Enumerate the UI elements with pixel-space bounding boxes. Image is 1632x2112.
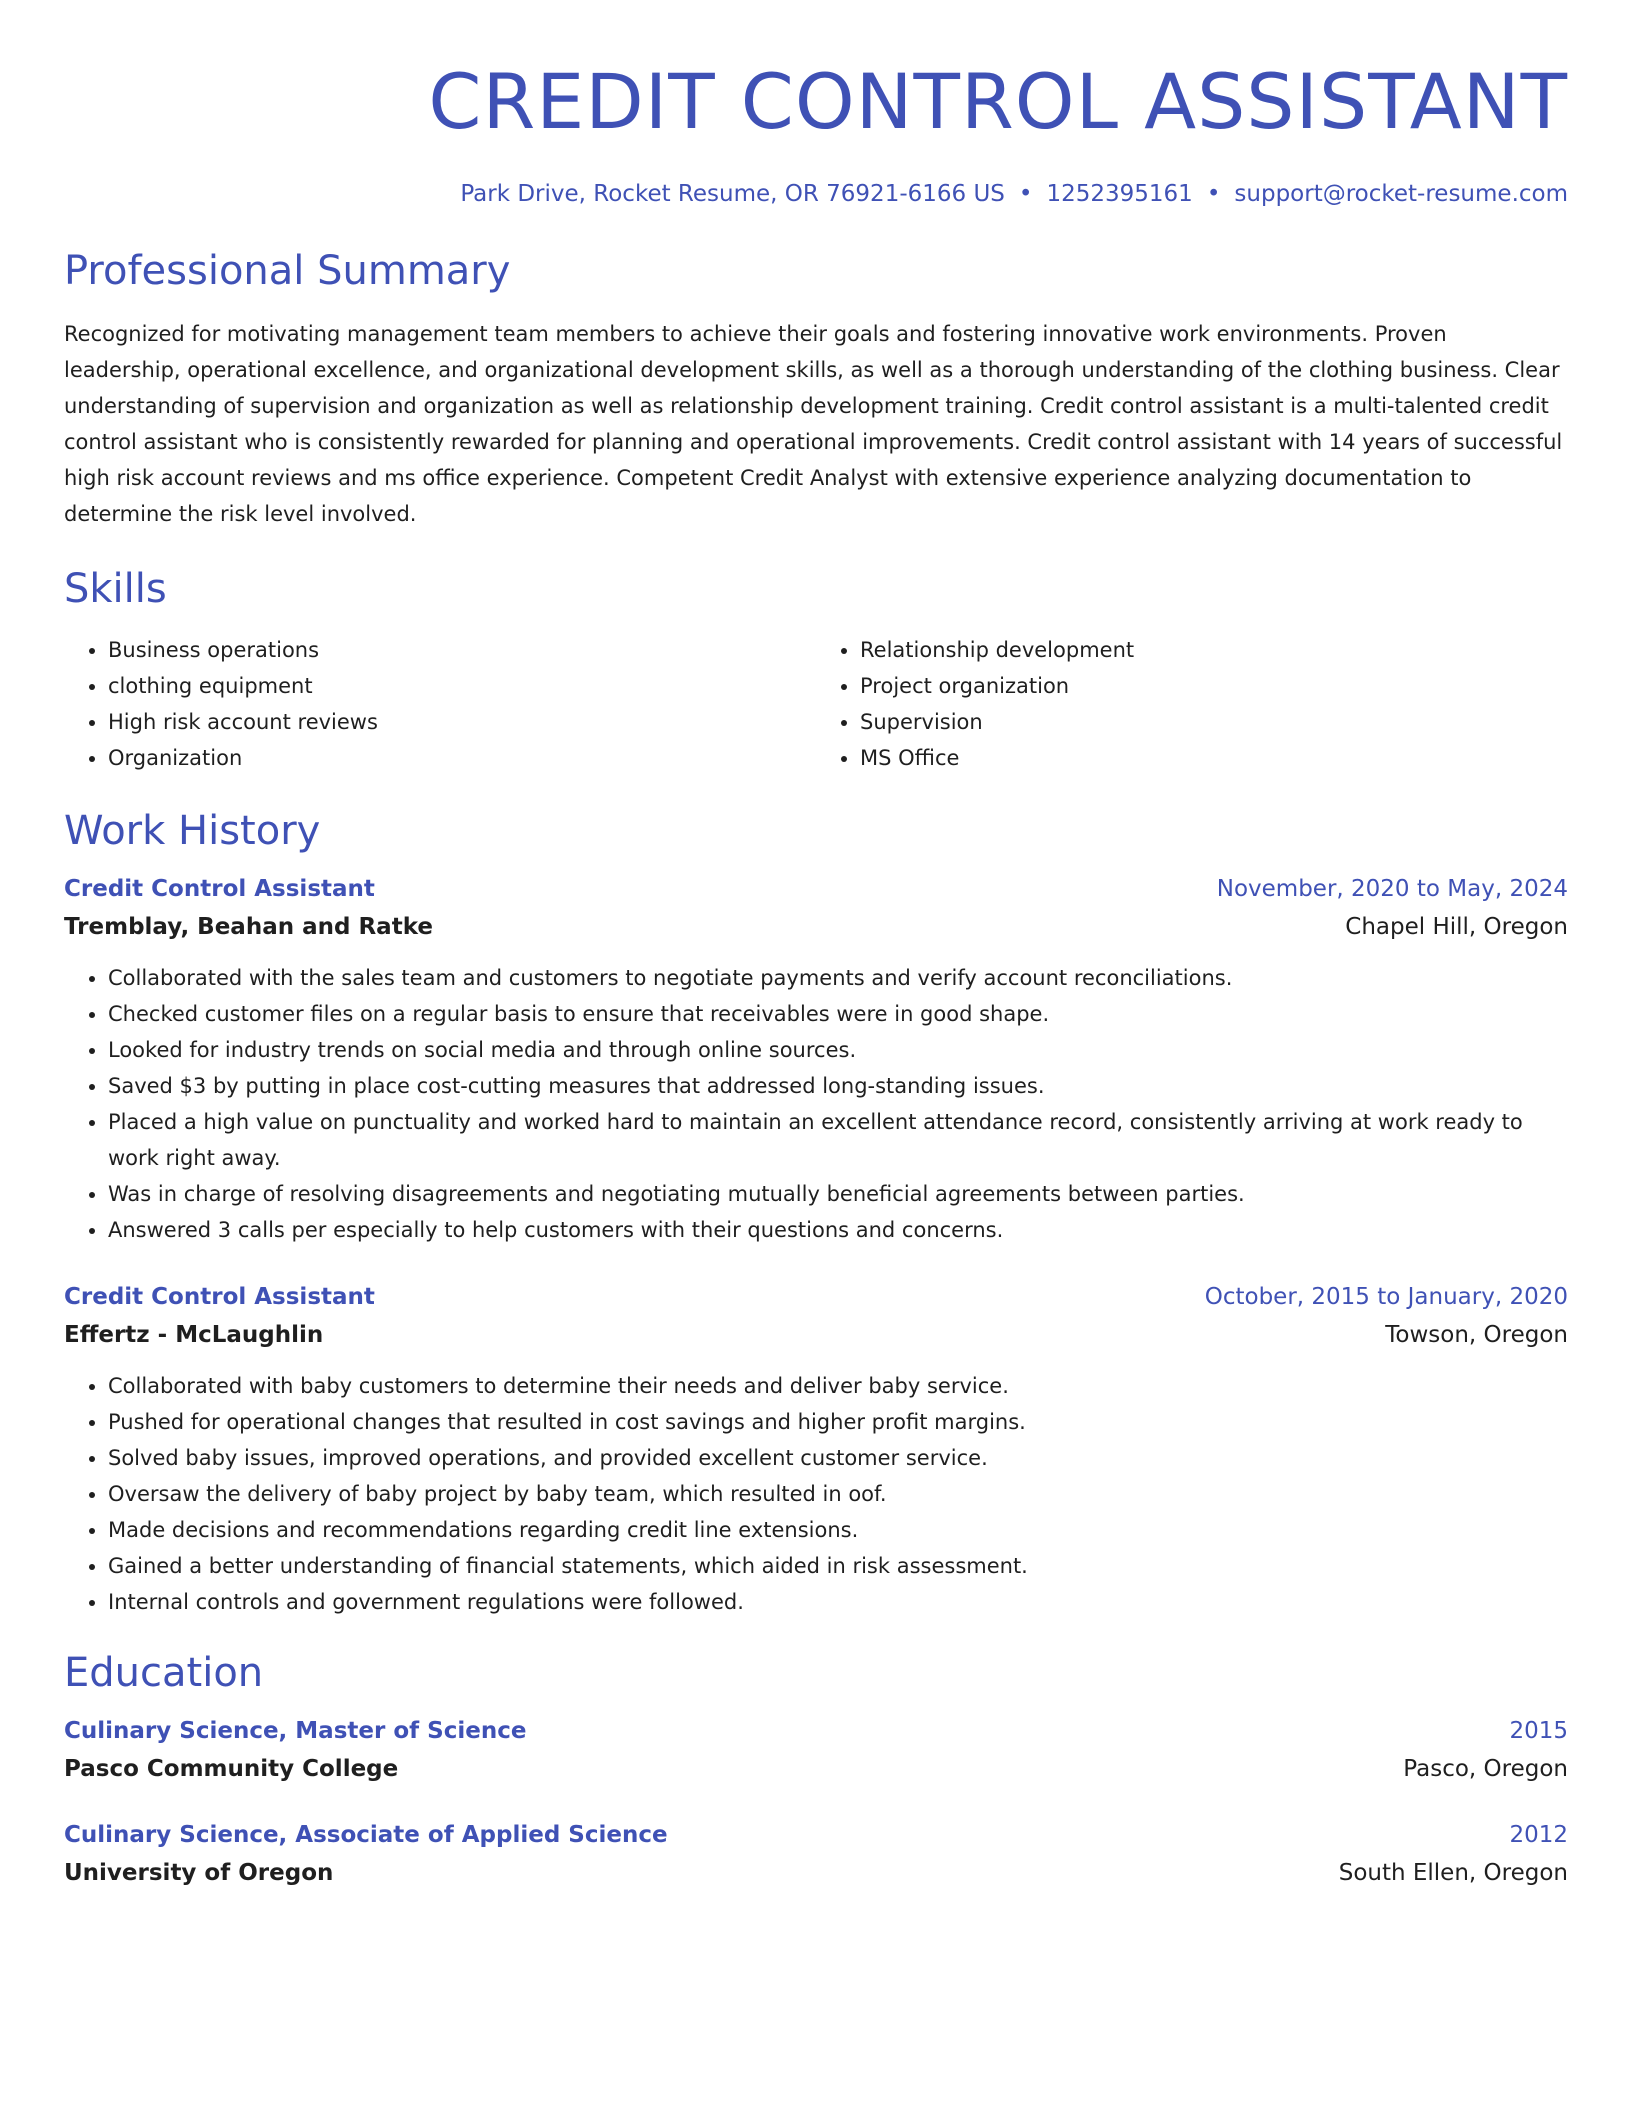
job-entry	[64, 1278, 1568, 1620]
education-school-row	[64, 1854, 1568, 1892]
job-company: Effertz - McLaughlin	[64, 1322, 324, 1348]
education-school: Pasco Community College	[64, 1756, 399, 1782]
education-location: Pasco, Oregon	[1403, 1756, 1568, 1782]
job-bullet: • Made decisions and recommendations regarding credit line extensions.	[108, 1512, 1568, 1548]
skill-item: • clothing equipment	[108, 668, 816, 704]
job-company-row	[64, 908, 1568, 946]
job-title-row	[64, 1278, 1568, 1316]
job-company: Tremblay, Beahan and Ratke	[64, 914, 433, 940]
skill-item: • Organization	[108, 740, 816, 776]
summary-heading: Professional Summary	[64, 248, 511, 294]
job-bullets	[64, 1368, 1568, 1620]
resume-header	[64, 0, 1568, 210]
job-bullet: • Collaborated with baby customers to determine their needs and deliver baby service.	[108, 1368, 1568, 1404]
education-school-row	[64, 1750, 1568, 1788]
contact-email: support@rocket-resume.com	[1234, 181, 1568, 207]
skill-item: • Project organization	[860, 668, 1568, 704]
job-bullet: • Saved $3 by putting in place cost-cutting measures that addressed long-standing issues.	[108, 1068, 1568, 1104]
education-location: South Ellen, Oregon	[1338, 1860, 1568, 1886]
skills-grid	[64, 632, 1568, 776]
job-bullet: • Collaborated with the sales team and customers to negotiate payments and verify account reconciliations.	[108, 960, 1568, 996]
skills-column-left	[64, 632, 816, 776]
education-degree-row	[64, 1816, 1568, 1854]
job-bullet: • Placed a high value on punctuality and worked hard to maintain an excellent attendance record, consistently arriving at work ready to work right away.	[108, 1104, 1568, 1176]
job-entry	[64, 870, 1568, 1248]
education-degree: Culinary Science, Master of Science	[64, 1718, 527, 1744]
job-bullet: • Internal controls and government regulations were followed.	[108, 1584, 1568, 1620]
job-bullet: • Solved baby issues, improved operations, and provided excellent customer service.	[108, 1440, 1568, 1476]
job-role: Credit Control Assistant	[64, 876, 375, 902]
job-location: Towson, Oregon	[1385, 1322, 1568, 1348]
job-bullet: • Checked customer files on a regular basis to ensure that receivables were in good shape.	[108, 996, 1568, 1032]
contact-address: Park Drive, Rocket Resume, OR 76921-6166 US	[460, 181, 1005, 207]
work-history-heading: Work History	[64, 808, 321, 854]
job-bullet: • Looked for industry trends on social media and through online sources.	[108, 1032, 1568, 1068]
education-degree: Culinary Science, Associate of Applied Science	[64, 1822, 668, 1848]
education-entry	[64, 1816, 1568, 1892]
job-bullet: • Pushed for operational changes that resulted in cost savings and higher profit margins.	[108, 1404, 1568, 1440]
job-bullet: • Gained a better understanding of financial statements, which aided in risk assessment.	[108, 1548, 1568, 1584]
job-bullet: • Was in charge of resolving disagreements and negotiating mutually beneficial agreements between parties.	[108, 1176, 1568, 1212]
summary-text: Recognized for motivating management team members to achieve their goals and fostering innovative work environments. Proven leadership, operational excellence, and organizational development skills, as well as a thorough understanding of the clothing business. Clear understanding of supervision and organization as well as relationship development training. Credit control assistant is a multi-talented credit control assistant who is consistently rewarded for planning and operational improvements. Credit control assistant with 14 years of successful high risk account reviews and ms office experience. Competent Credit Analyst with extensive experience analyzing documentation to determine the risk level involved.	[64, 322, 1563, 526]
skills-column-right	[816, 632, 1568, 776]
job-bullet: • Oversaw the delivery of baby project by baby team, which resulted in oof.	[108, 1476, 1568, 1512]
contact-line	[64, 178, 1568, 210]
job-company-row	[64, 1316, 1568, 1354]
job-location: Chapel Hill, Oregon	[1345, 914, 1568, 940]
job-title-row	[64, 870, 1568, 908]
job-dates: November, 2020 to May, 2024	[1216, 876, 1568, 902]
education-year: 2015	[1509, 1718, 1568, 1744]
skill-item: • Business operations	[108, 632, 816, 668]
job-role: Credit Control Assistant	[64, 1284, 375, 1310]
skill-item: • MS Office	[860, 740, 1568, 776]
contact-separator: •	[1206, 181, 1221, 207]
skill-item: • Supervision	[860, 704, 1568, 740]
education-year: 2012	[1509, 1822, 1568, 1848]
education-degree-row	[64, 1712, 1568, 1750]
contact-separator: •	[1018, 181, 1033, 207]
skill-item: • High risk account reviews	[108, 704, 816, 740]
candidate-title: CREDIT CONTROL ASSISTANT	[428, 57, 1568, 146]
contact-phone: 1252395161	[1046, 181, 1193, 207]
skill-item: • Relationship development	[860, 632, 1568, 668]
job-dates: October, 2015 to January, 2020	[1204, 1284, 1568, 1310]
education-entry	[64, 1712, 1568, 1788]
education-heading: Education	[64, 1650, 264, 1696]
job-bullets	[64, 960, 1568, 1248]
education-school: University of Oregon	[64, 1860, 334, 1886]
job-bullet: • Answered 3 calls per especially to help customers with their questions and concerns.	[108, 1212, 1568, 1248]
skills-heading: Skills	[64, 566, 167, 612]
